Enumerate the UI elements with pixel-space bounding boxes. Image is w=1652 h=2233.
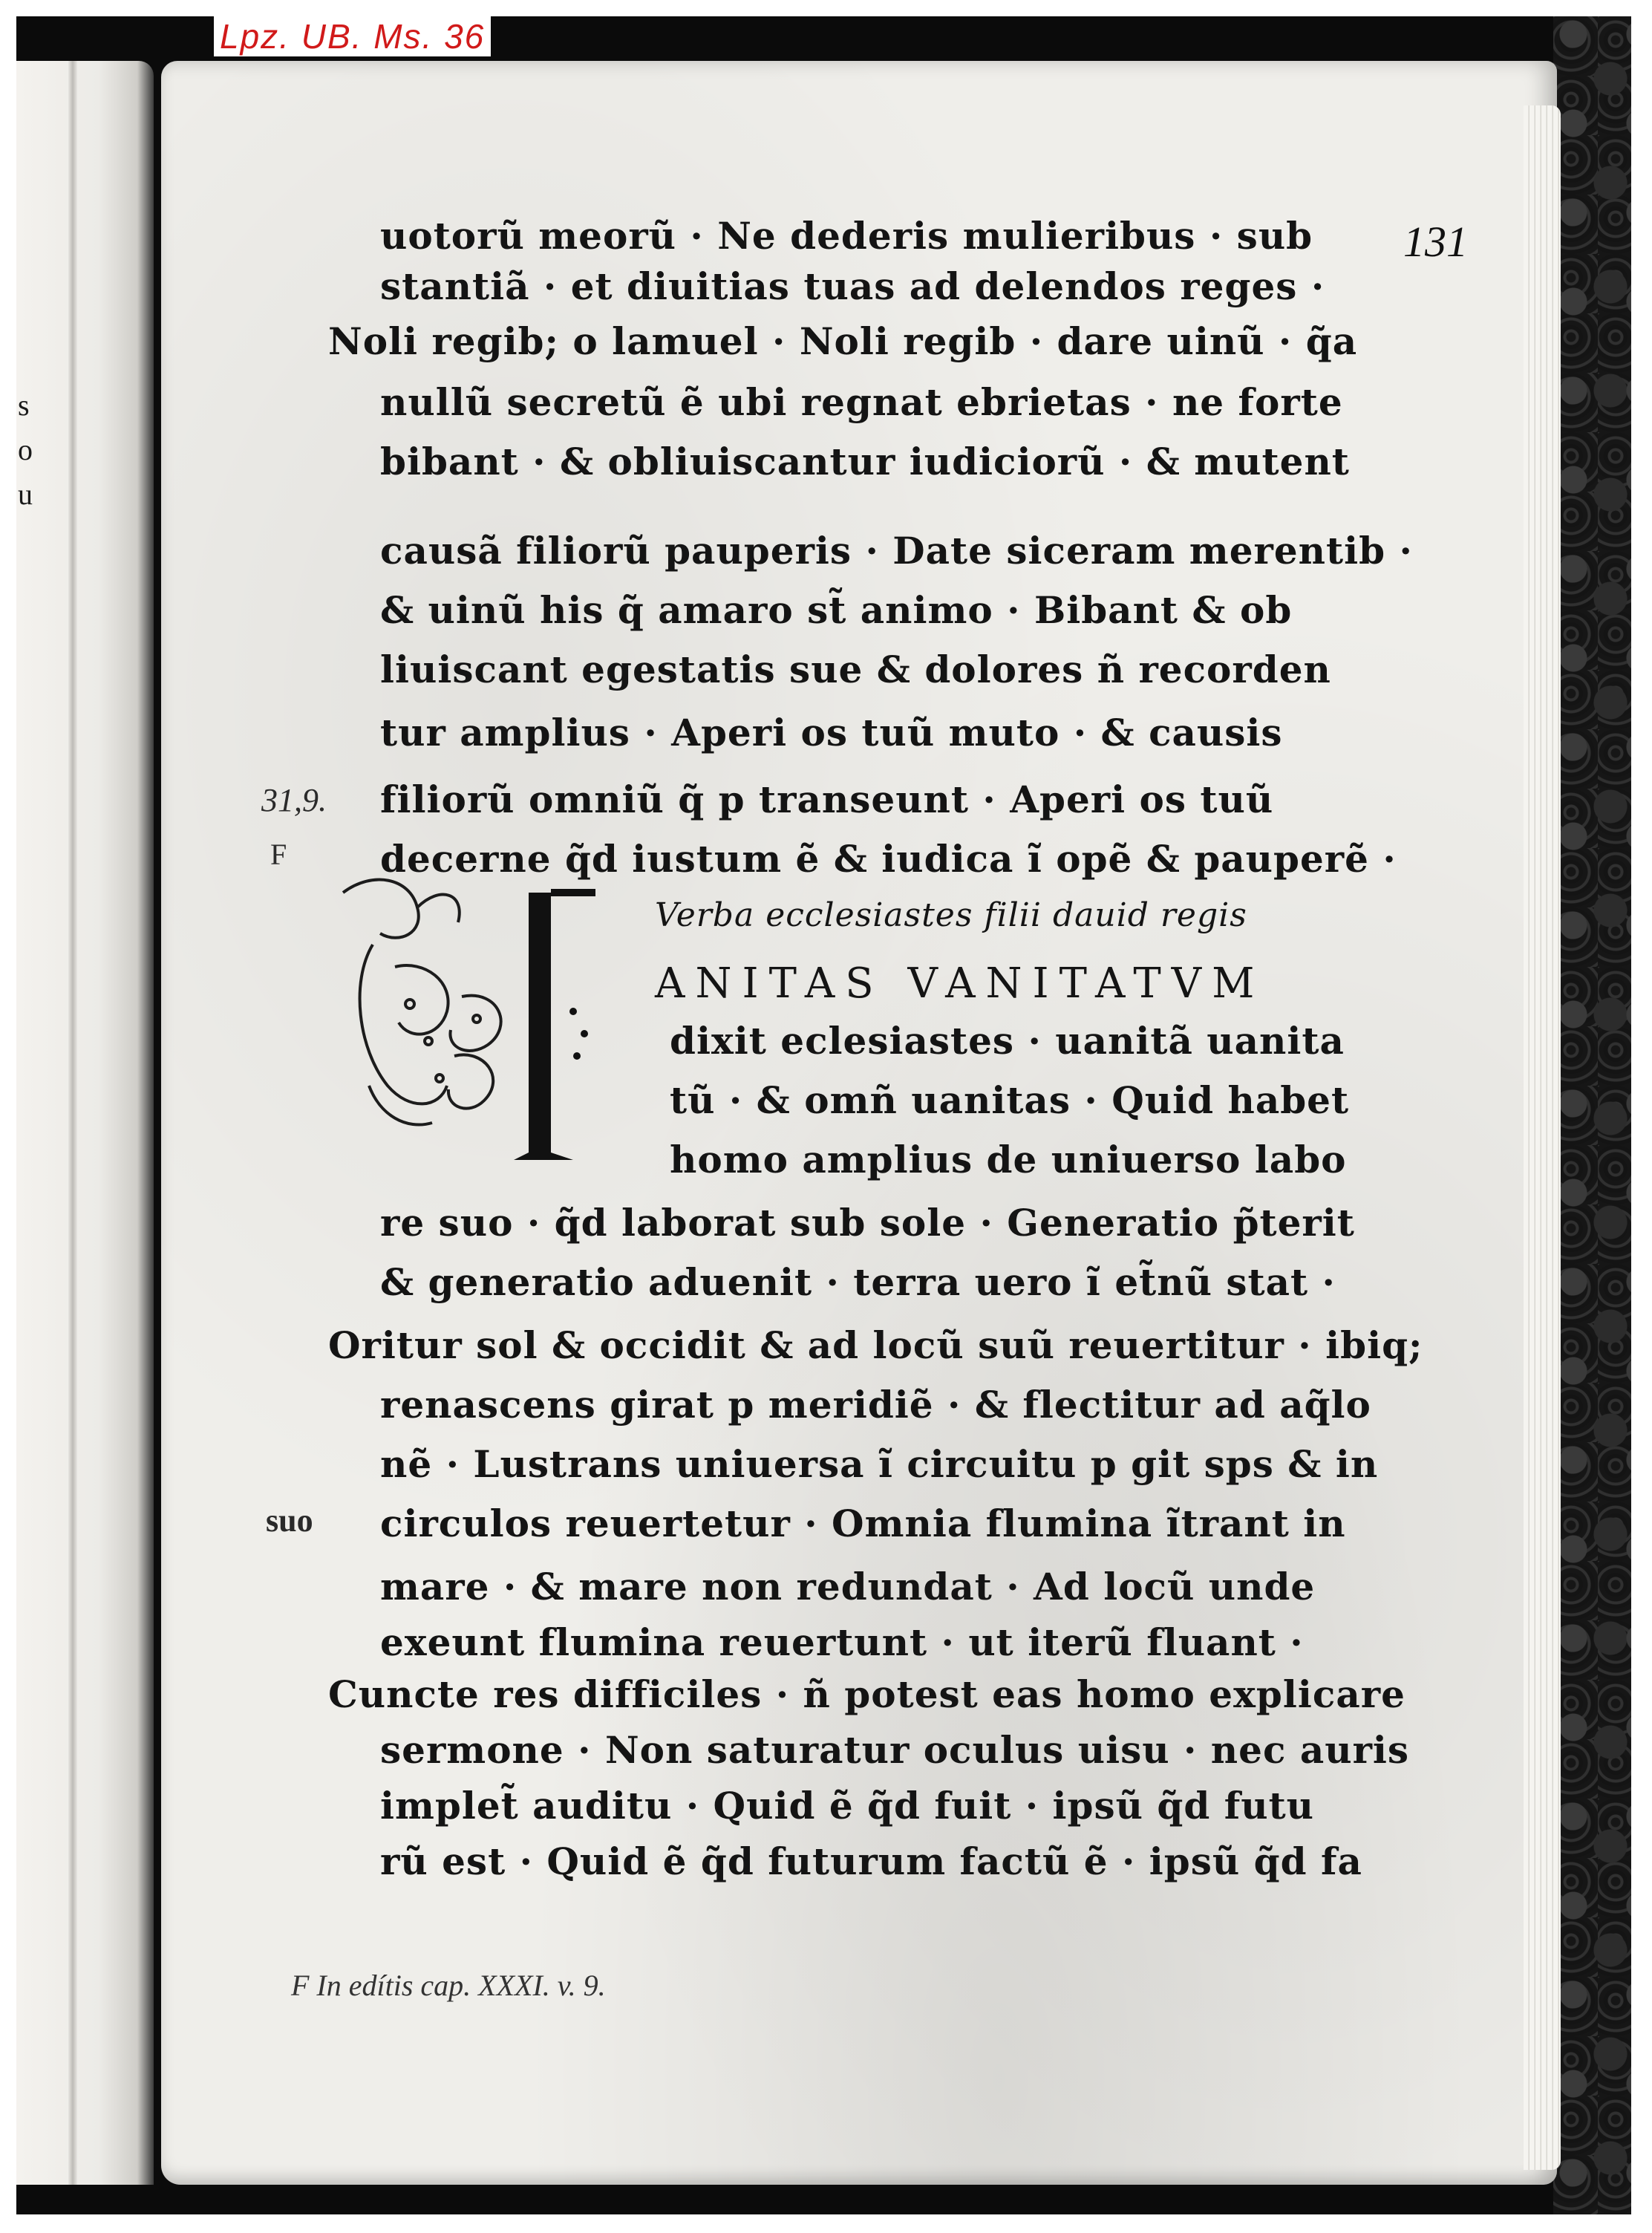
manuscript-line: nullũ secretũ ẽ ubi regnat ebrietas · ne forte	[380, 380, 1343, 424]
manuscript-line: re suo · q̃d laborat sub sole · Generatio p̃terit	[380, 1201, 1355, 1245]
manuscript-line: filiorũ omniũ q̃ p transeunt · Aperi os tuũ	[380, 778, 1274, 821]
library-shelfmark: Lpz. UB. Ms. 36	[214, 16, 491, 56]
margin-side-word: suo	[266, 1502, 313, 1539]
manuscript-line: stantiã · et diuitias tuas ad delendos reges ·	[380, 264, 1325, 308]
manuscript-line: sermone · Non saturatur oculus uisu · nec auris	[380, 1728, 1410, 1772]
manuscript-line: dixit eclesiastes · uanitã uanita	[670, 1019, 1345, 1063]
manuscript-line: & generatio aduenit · terra uero ĩ et̃nũ stat ·	[380, 1260, 1336, 1304]
initial-stem-icon	[514, 893, 573, 1160]
manuscript-line: & uinũ his q̃ amaro st̃ animo · Bibant & ob	[380, 588, 1293, 632]
manuscript-line: rũ est · Quid ẽ q̃d futurum factũ ẽ · ipsũ q̃d fa	[380, 1839, 1362, 1883]
incipit-capitals: ANITAS VANITATVM	[655, 959, 1265, 1008]
page-stack-edges	[1524, 105, 1561, 2170]
decorated-initial-v	[328, 863, 625, 1175]
left-fragment-2: o	[18, 433, 33, 466]
folio-number: 131	[1403, 218, 1468, 266]
manuscript-line: Oritur sol & occidit & ad locũ suũ reuertitur · ibiq;	[328, 1323, 1423, 1367]
manuscript-line: nẽ · Lustrans uniuersa ĩ circuitu p git sps & in	[380, 1442, 1379, 1486]
facing-page-fragment	[16, 61, 154, 2185]
rubric-heading: Verba ecclesiastes filii dauid regis	[655, 896, 1247, 934]
manuscript-line: homo amplius de uniuerso labo	[670, 1138, 1347, 1181]
manuscript-line: exeunt flumina reuertunt · ut iterũ fluant ·	[380, 1620, 1304, 1664]
left-fragment-3: u	[18, 477, 33, 511]
manuscript-line: decerne q̃d iustum ẽ & iudica ĩ opẽ & pauperẽ ·	[380, 837, 1397, 881]
manuscript-line: mare · & mare non redundat · Ad locũ unde	[380, 1565, 1316, 1608]
dragon-head-icon	[343, 880, 419, 938]
pencil-footnote: F In edítis cap. XXXI. v. 9.	[291, 1969, 606, 2002]
manuscript-line: causã filiorũ pauperis · Date siceram merentib ·	[380, 529, 1413, 573]
left-fragment-1: s	[18, 388, 30, 422]
manuscript-line: tur amplius · Aperi os tuũ muto · & causis	[380, 711, 1283, 754]
manuscript-line: implet̃ auditu · Quid ẽ q̃d fuit · ipsũ q̃d futu	[380, 1784, 1315, 1828]
manuscript-line: uotorũ meorũ · Ne dederis mulieribus · sub	[380, 214, 1313, 258]
manuscript-line: tũ · & omñ uanitas · Quid habet	[670, 1078, 1350, 1122]
photo-frame	[16, 16, 1631, 2214]
marbled-cloth	[1553, 16, 1631, 2214]
manuscript-line: liuiscant egestatis sue & dolores ñ recorden	[380, 648, 1331, 691]
manuscript-line: Noli regib; o lamuel · Noli regib · dare uinũ · q̃a	[328, 319, 1358, 363]
margin-letter-f: F	[270, 838, 287, 871]
margin-verse-ref: 31,9.	[261, 782, 327, 818]
manuscript-line: Cuncte res difficiles · ñ potest eas homo explicare	[328, 1672, 1405, 1716]
manuscript-line: bibant · & obliuiscantur iudiciorũ · & mutent	[380, 440, 1350, 483]
page-spine	[68, 61, 77, 2185]
manuscript-line: renascens girat p meridiẽ · & flectitur ad aq̃lo	[380, 1383, 1371, 1427]
manuscript-line: circulos reuertetur · Omnia flumina ĩtrant in	[380, 1502, 1346, 1545]
